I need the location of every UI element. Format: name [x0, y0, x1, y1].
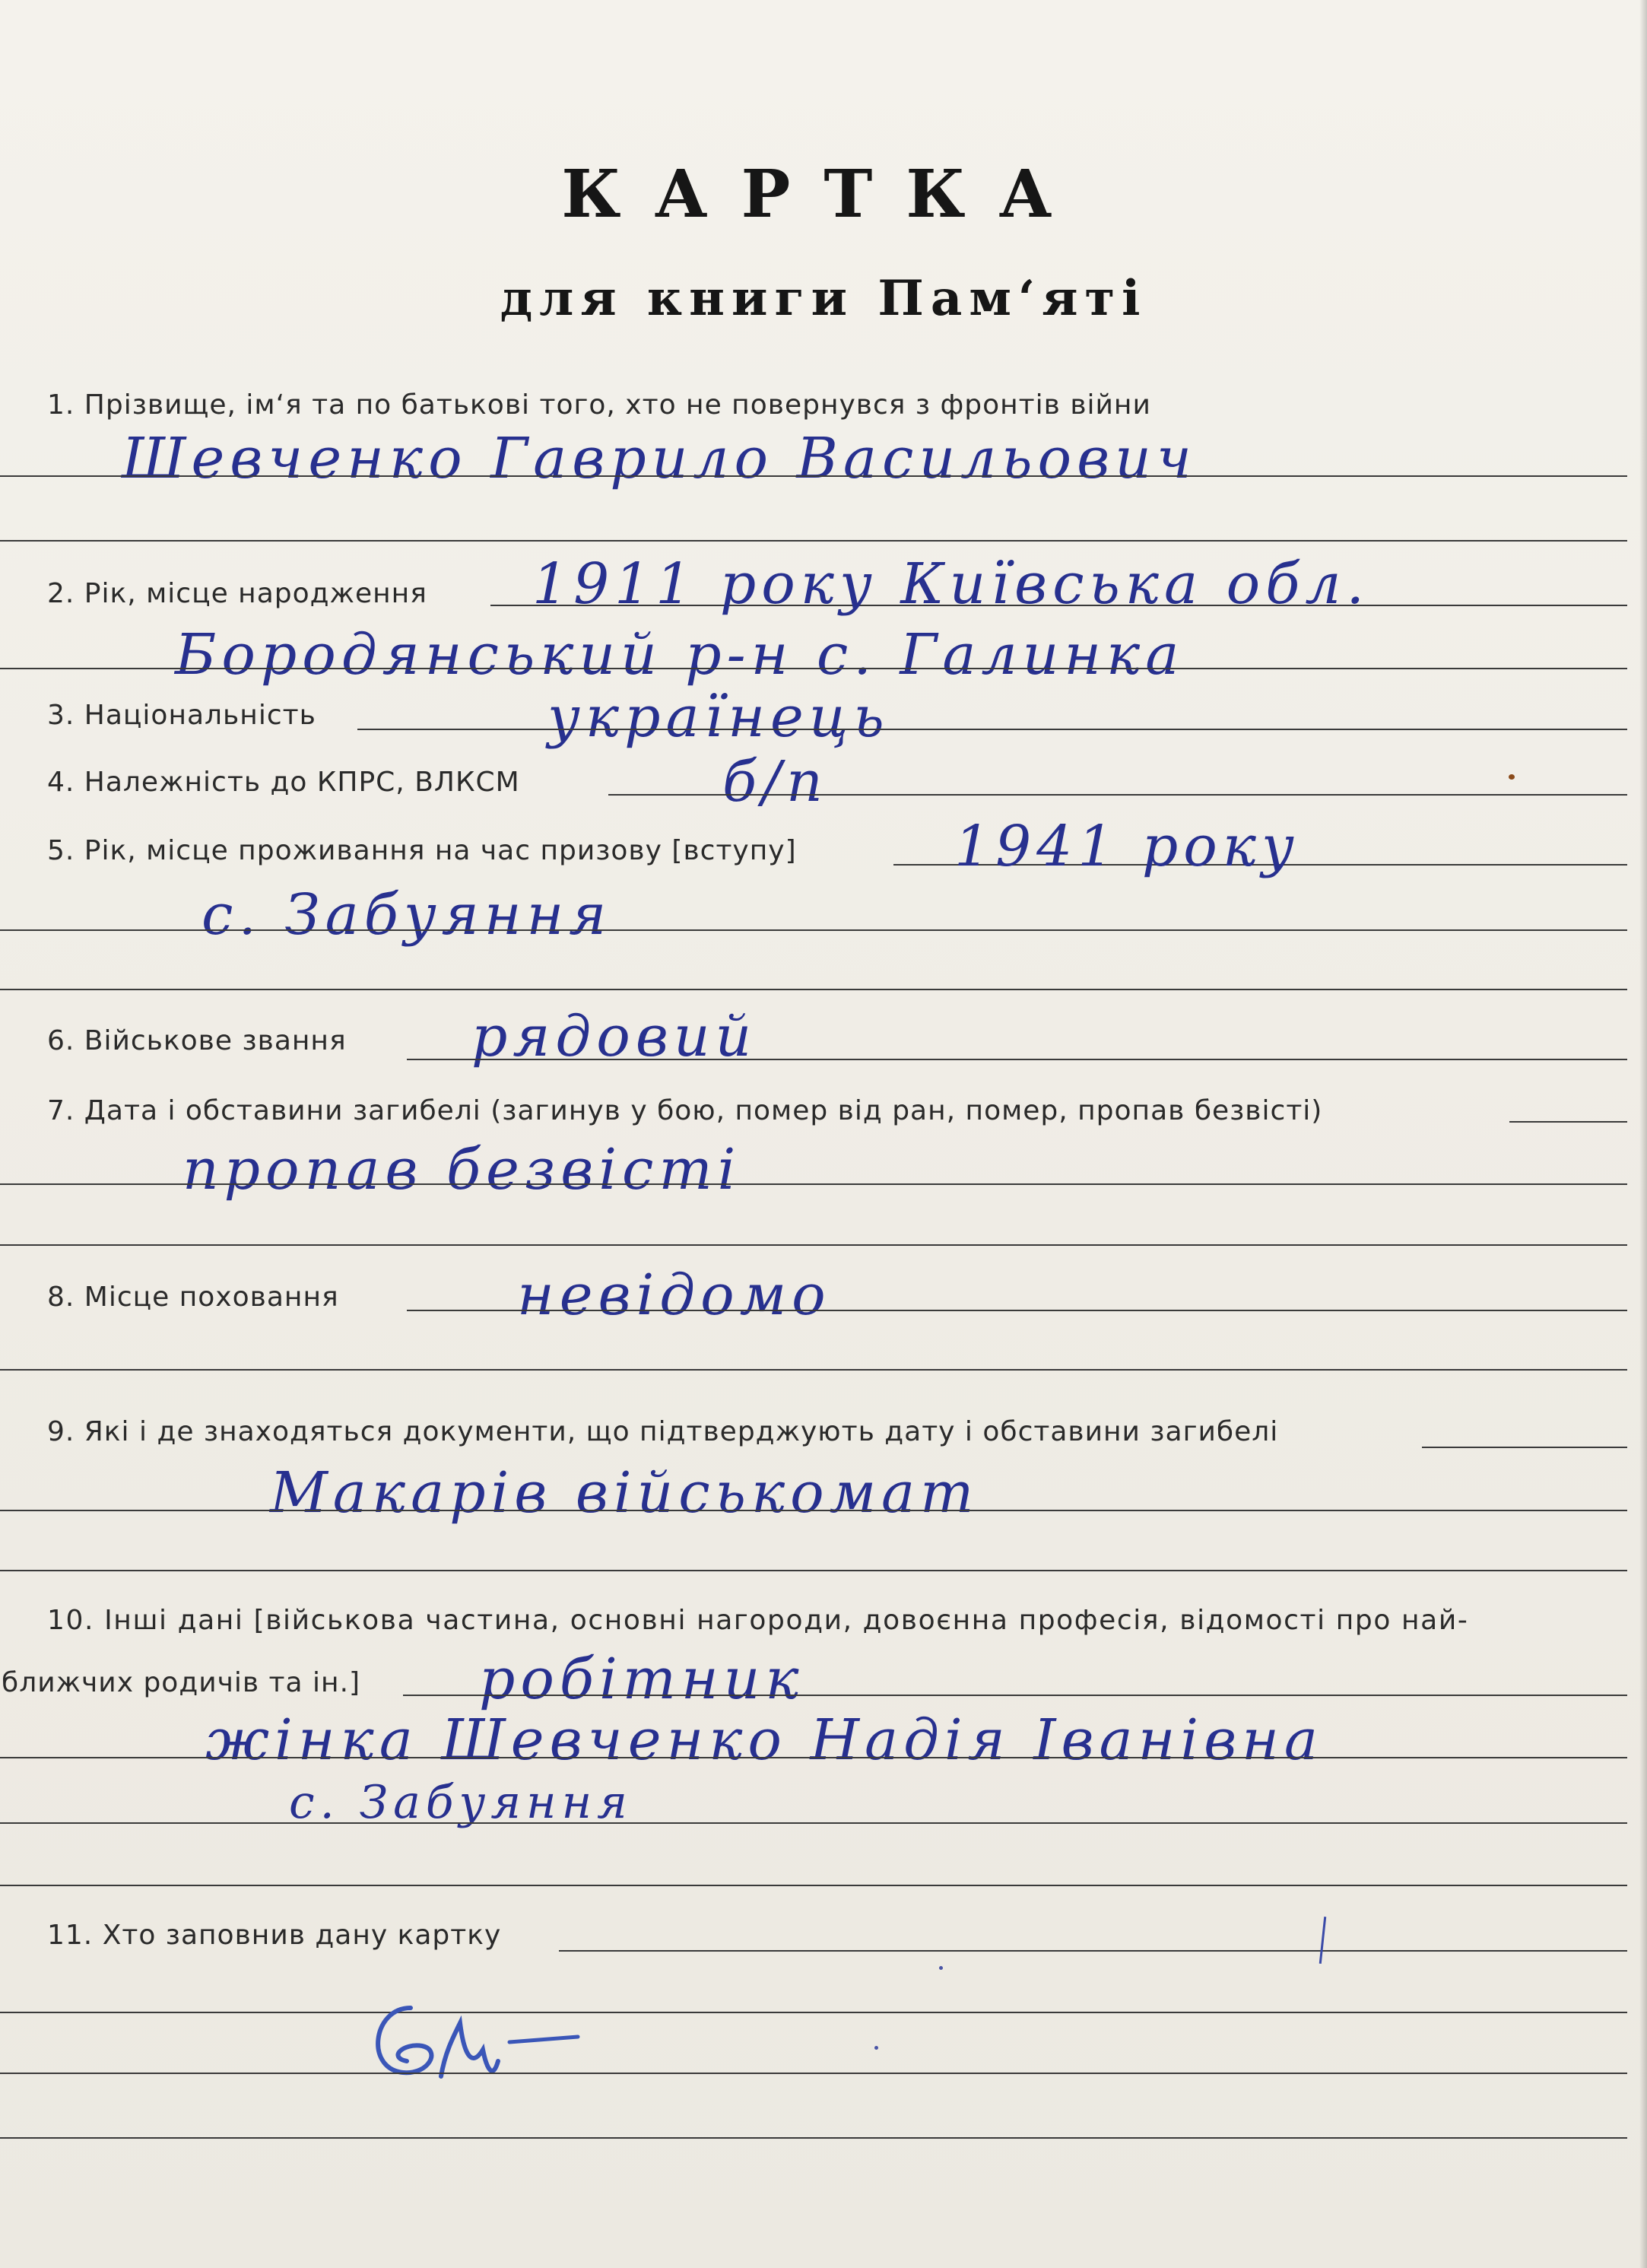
field-5-line-2: [0, 929, 1627, 931]
field-1-value: Шевченко Гаврило Васильович: [122, 426, 1197, 491]
field-2-line-2: [0, 668, 1627, 669]
field-5-value-line-2: с. Забуяння: [202, 882, 612, 948]
field-5-value-line-1: 1941 року: [954, 814, 1300, 879]
field-10-value-line-1: робітник: [479, 1647, 804, 1712]
field-11-line-1: [559, 1950, 1627, 1952]
field-3-line: [357, 729, 1627, 730]
ink-speck: [874, 2046, 878, 2050]
field-8-line-1: [407, 1310, 1627, 1311]
field-5-label: 5. Рік, місце проживання на час призову [вступу]: [47, 835, 797, 866]
field-6-line: [407, 1059, 1627, 1060]
field-3-value: українець: [547, 685, 890, 750]
field-1-line-2: [0, 540, 1627, 542]
field-10-label-line-1: 10. Інші дані [військова частина, основні нагороди, довоєнна професія, відомості про най-: [47, 1605, 1469, 1636]
field-3-label: 3. Національність: [47, 700, 316, 731]
field-9-line-1: [1422, 1447, 1627, 1448]
page-edge-shadow: [1639, 0, 1647, 2268]
field-9-label: 9. Які і де знаходяться документи, що підтверджують дату і обставини загибелі: [47, 1416, 1279, 1447]
field-10-line-2: [0, 1757, 1627, 1758]
field-8-line-2: [0, 1369, 1627, 1371]
field-10-value-line-2: жінка Шевченко Надія Іванівна: [205, 1707, 1323, 1773]
paper-stain: [1509, 774, 1515, 780]
field-10-line-3: [0, 1822, 1627, 1824]
field-9-value: Макарів військомат: [270, 1460, 979, 1526]
field-6-value: рядовий: [471, 1004, 757, 1069]
field-10-line-4: [0, 1885, 1627, 1886]
field-11-line-4: [0, 2137, 1627, 2139]
card-title: КАРТКА: [561, 156, 1086, 233]
field-10-label-line-2: ближчих родичів та ін.]: [2, 1667, 361, 1698]
card-subtitle: для книги Пам‘яті: [500, 270, 1147, 327]
ink-speck: [939, 1966, 943, 1970]
field-4-line: [608, 794, 1627, 796]
field-1-label: 1. Прізвище, ім‘я та по батькові того, хто не повернувся з фронтів війни: [47, 389, 1151, 421]
field-7-line-1: [1509, 1121, 1627, 1123]
field-4-value: б/п: [722, 749, 828, 815]
field-11-line-3: [0, 2073, 1627, 2074]
field-10-value-line-3: с. Забуяння: [289, 1776, 633, 1829]
field-4-label: 4. Належність до КПРС, ВЛКСМ: [47, 767, 520, 798]
field-11-label: 11. Хто заповнив дану картку: [47, 1920, 502, 1951]
field-10-line-1: [403, 1695, 1627, 1696]
field-9-line-2: [0, 1510, 1627, 1511]
field-6-label: 6. Військове звання: [47, 1025, 347, 1056]
field-8-value: невідомо: [517, 1263, 831, 1328]
field-2-label: 2. Рік, місце народження: [47, 578, 427, 609]
field-2-value-line-2: Бородянський р-н с. Галинка: [175, 622, 1185, 688]
field-2-value-line-1: 1911 року Київська обл.: [532, 551, 1369, 617]
signature: [357, 1977, 616, 2107]
field-8-label: 8. Місце поховання: [47, 1282, 339, 1313]
field-7-line-3: [0, 1244, 1627, 1246]
field-7-line-2: [0, 1183, 1627, 1185]
pen-mark: [1319, 1917, 1326, 1964]
field-9-line-3: [0, 1570, 1627, 1571]
field-5-line-3: [0, 989, 1627, 990]
field-7-label: 7. Дата і обставини загибелі (загинув у бою, помер від ран, помер, пропав безвісті): [47, 1095, 1323, 1126]
field-11-line-2: [0, 2012, 1627, 2013]
field-1-line-1: [0, 475, 1627, 477]
field-7-value: пропав безвісті: [182, 1137, 741, 1202]
